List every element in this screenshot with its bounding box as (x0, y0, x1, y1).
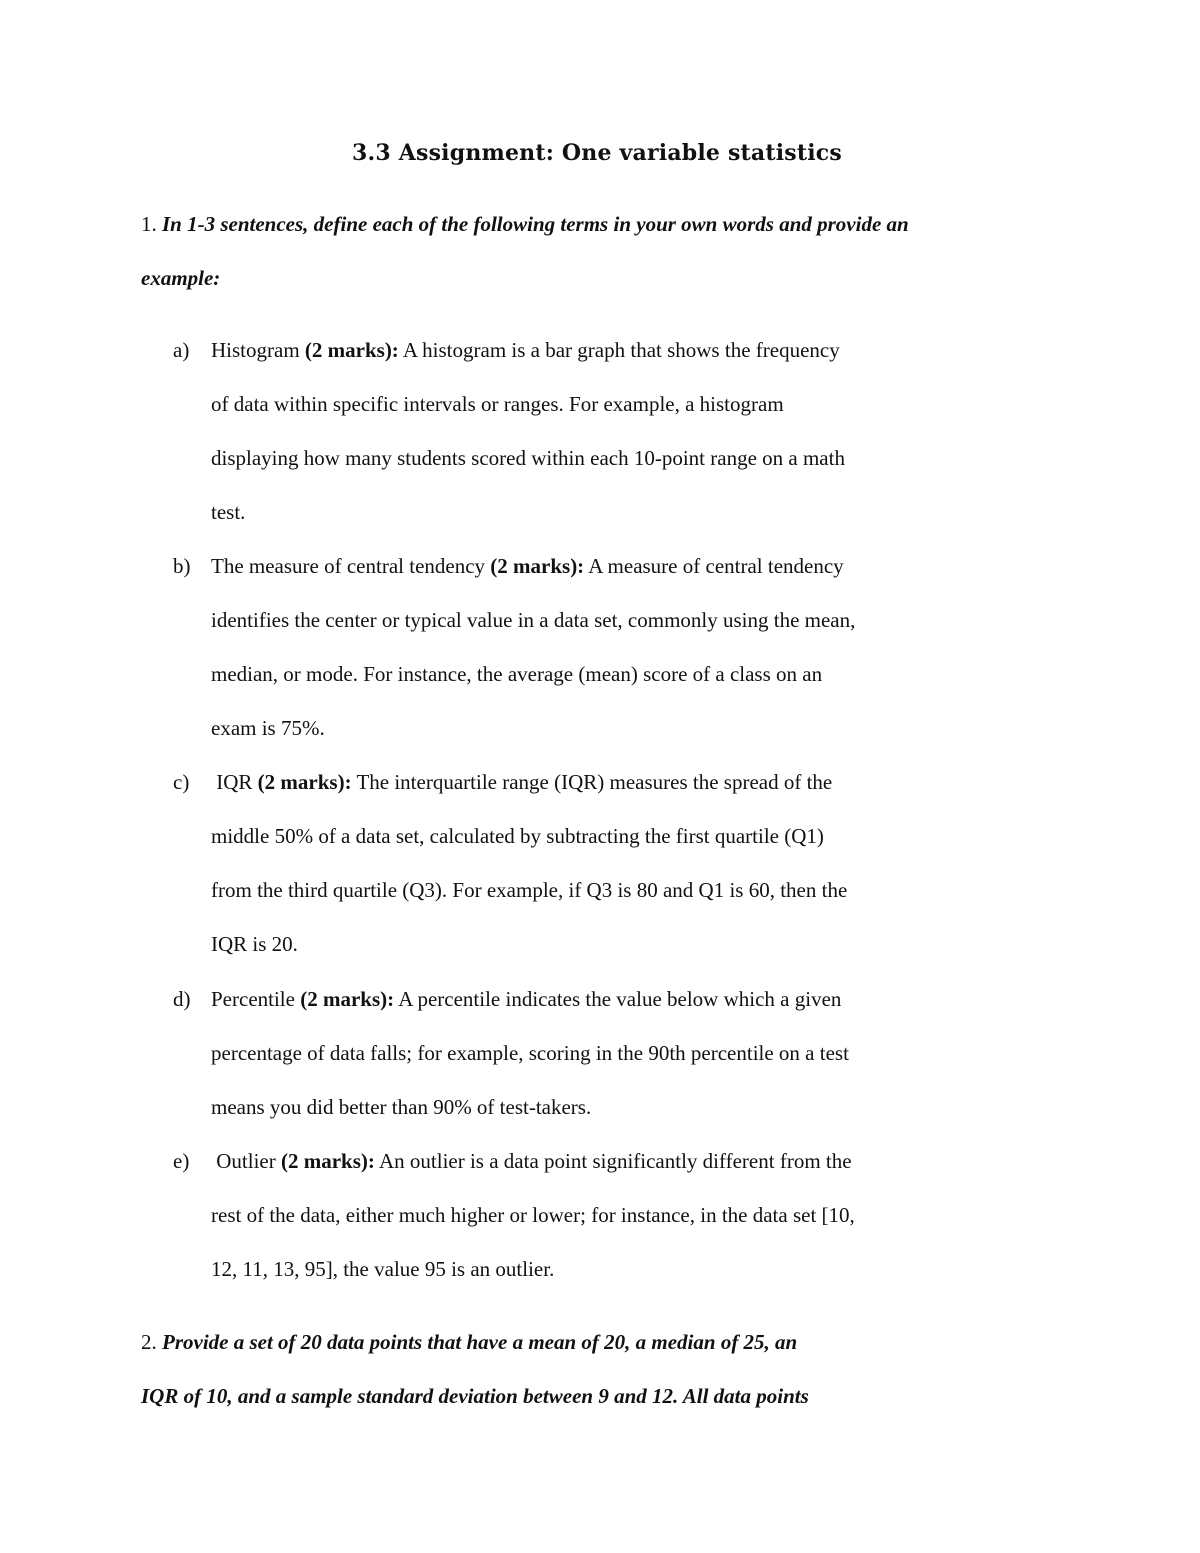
question-2-prompt-cont (141, 1384, 809, 1409)
item-marks: (2 marks): (280, 1149, 375, 1173)
item-first-line (211, 539, 951, 593)
item-text: A measure of central tendency (588, 554, 844, 578)
item-first-line (211, 323, 951, 377)
question-1-prompt-cont (141, 266, 220, 291)
item-line: rest of the data, either much higher or lower; for instance, in the data set [10, (211, 1203, 855, 1227)
item-first-line (211, 755, 951, 809)
item-term: Histogram (211, 338, 300, 362)
item-text: The interquartile range (IQR) measures the spread of the (356, 770, 833, 794)
item-line: of data within specific intervals or ranges. For example, a histogram (211, 392, 784, 416)
item-term: The measure of central tendency (211, 554, 486, 578)
item-line: 12, 11, 13, 95], the value 95 is an outlier. (211, 1257, 555, 1281)
question-2-prompt-line-1: Provide a set of 20 data points that have a mean of 20, a median of 25, an (162, 1330, 798, 1354)
item-text: A histogram is a bar graph that shows the frequency (402, 338, 840, 362)
item-term: Percentile (211, 987, 295, 1011)
item-line: median, or mode. For instance, the average (mean) score of a class on an (211, 662, 823, 686)
list-marker: a) (173, 338, 190, 362)
question-1-number: 1. (141, 212, 157, 236)
question-1-prompt-line-1: In 1-3 sentences, define each of the following terms in your own words and provide an (162, 212, 909, 236)
page-title: 3.3 Assignment: One variable statistics (352, 140, 842, 166)
item-line: middle 50% of a data set, calculated by subtracting the first quartile (Q1) (211, 824, 824, 848)
question-2-prompt-line-2: IQR of 10, and a sample standard deviation between 9 and 12. All data points (141, 1384, 809, 1408)
item-first-line (211, 1134, 951, 1188)
item-text: An outlier is a data point significantly different from the (378, 1149, 852, 1173)
item-marks: (2 marks): (257, 770, 352, 794)
question-2-prompt (141, 1330, 797, 1355)
item-line: test. (211, 500, 246, 524)
item-marks: (2 marks): (490, 554, 585, 578)
item-text: A percentile indicates the value below which a given (398, 987, 842, 1011)
list-marker: e) (173, 1149, 190, 1173)
item-first-line (211, 972, 951, 1026)
item-line: displaying how many students scored within each 10-point range on a math (211, 446, 845, 470)
item-line: exam is 75%. (211, 716, 325, 740)
list-marker: c) (173, 770, 190, 794)
item-term: IQR (211, 770, 253, 794)
question-2-number: 2. (141, 1330, 157, 1354)
item-line: identifies the center or typical value in a data set, commonly using the mean, (211, 608, 856, 632)
item-term: Outlier (211, 1149, 276, 1173)
item-marks: (2 marks): (304, 338, 399, 362)
list-marker: b) (173, 554, 191, 578)
item-marks: (2 marks): (300, 987, 395, 1011)
question-1-prompt-line-2: example: (141, 266, 221, 290)
item-line: means you did better than 90% of test-takers. (211, 1095, 592, 1119)
list-marker: d) (173, 987, 191, 1011)
item-line: IQR is 20. (211, 932, 298, 956)
item-line: percentage of data falls; for example, scoring in the 90th percentile on a test (211, 1041, 849, 1065)
item-line: from the third quartile (Q3). For example, if Q3 is 80 and Q1 is 60, then the (211, 878, 848, 902)
question-1-prompt (141, 212, 909, 237)
